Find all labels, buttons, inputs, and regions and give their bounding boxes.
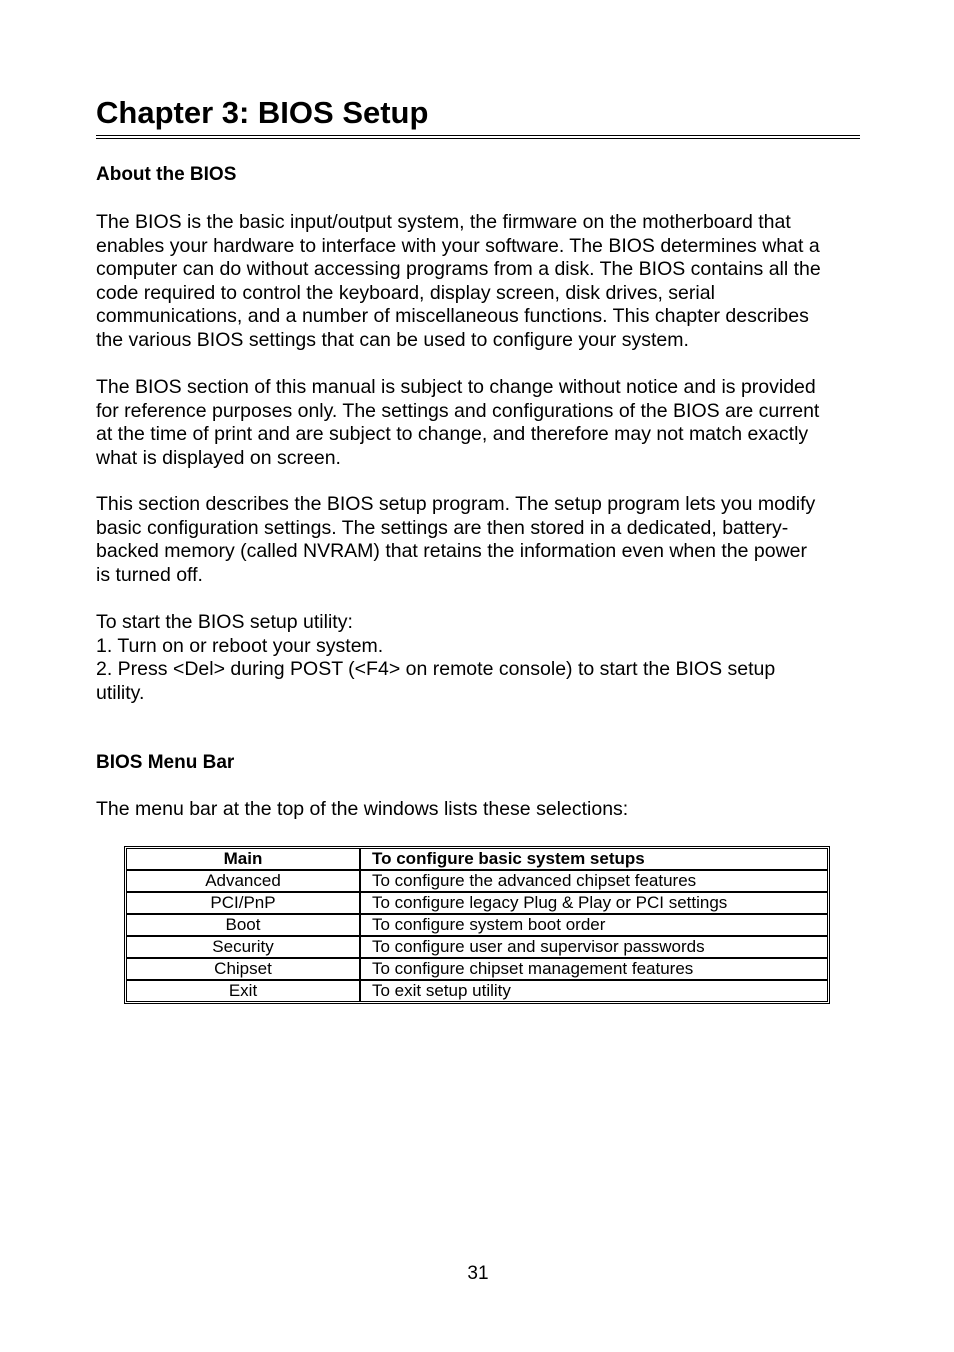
table-cell-description: To configure legacy Plug & Play or PCI settings — [360, 892, 828, 914]
menu-bar-heading: BIOS Menu Bar — [96, 752, 235, 773]
text-line: 2. Press <Del> during POST (<F4> on remote console) to start the BIOS setup — [96, 658, 776, 681]
chapter-title: Chapter 3: BIOS Setup — [96, 95, 429, 130]
table-cell-description: To configure the advanced chipset features — [360, 870, 828, 892]
table-cell-item: Chipset — [126, 958, 360, 980]
setup-instructions — [96, 611, 860, 705]
text-line: utility. — [96, 681, 145, 704]
table-row — [126, 936, 828, 958]
table-cell-item: Main — [126, 848, 360, 870]
table-row — [126, 892, 828, 914]
about-paragraph-1 — [96, 211, 860, 353]
table-row — [126, 870, 828, 892]
text-line: for reference purposes only. The settings and configurations of the BIOS are current — [96, 399, 820, 422]
about-heading: About the BIOS — [96, 164, 237, 185]
text-line: The menu bar at the top of the windows lists these selections: — [96, 798, 629, 820]
text-line: what is displayed on screen. — [96, 446, 341, 469]
table-row — [126, 958, 828, 980]
table-cell-item: Security — [126, 936, 360, 958]
page-number: 31 — [467, 1263, 489, 1284]
text-line: computer can do without accessing programs from a disk. The BIOS contains all the — [96, 258, 821, 281]
text-line: enables your hardware to interface with your software. The BIOS determines what a — [96, 234, 820, 257]
text-line: The BIOS is the basic input/output system, the firmware on the motherboard that — [96, 211, 791, 233]
table-cell-description: To configure user and supervisor passwords — [360, 936, 828, 958]
table-header-row — [126, 848, 828, 870]
text-line: the various BIOS settings that can be used to configure your system. — [96, 328, 689, 351]
table-cell-item: Advanced — [126, 870, 360, 892]
text-line: at the time of print and are subject to change, and therefore may not match exactly — [96, 423, 809, 446]
table-cell-description: To configure chipset management features — [360, 958, 828, 980]
text-line: 1. Turn on or reboot your system. — [96, 634, 384, 657]
text-line: The BIOS section of this manual is subject to change without notice and is provided — [96, 376, 816, 398]
table-cell-item: Boot — [126, 914, 360, 936]
table-cell-description: To exit setup utility — [360, 980, 828, 1002]
table-row — [126, 914, 828, 936]
text-line: basic configuration settings. The settings are then stored in a dedicated, battery- — [96, 516, 789, 539]
text-line: is turned off. — [96, 563, 203, 586]
table-cell-description: To configure system boot order — [360, 914, 828, 936]
table-cell-item: Exit — [126, 980, 360, 1002]
text-line: code required to control the keyboard, display screen, disk drives, serial — [96, 281, 715, 304]
table-cell-item: PCI/PnP — [126, 892, 360, 914]
menu-bar-intro — [96, 798, 860, 822]
title-double-rule — [96, 135, 860, 139]
text-line: To start the BIOS setup utility: — [96, 611, 353, 633]
table-cell-description: To configure basic system setups — [360, 848, 828, 870]
table-row — [126, 980, 828, 1002]
about-paragraph-2 — [96, 376, 860, 470]
text-line: backed memory (called NVRAM) that retains the information even when the power — [96, 540, 807, 563]
about-paragraph-3 — [96, 493, 860, 587]
text-line: communications, and a number of miscellaneous functions. This chapter describes — [96, 305, 809, 328]
text-line: This section describes the BIOS setup program. The setup program lets you modify — [96, 493, 816, 515]
menu-bar-table — [124, 846, 830, 1004]
